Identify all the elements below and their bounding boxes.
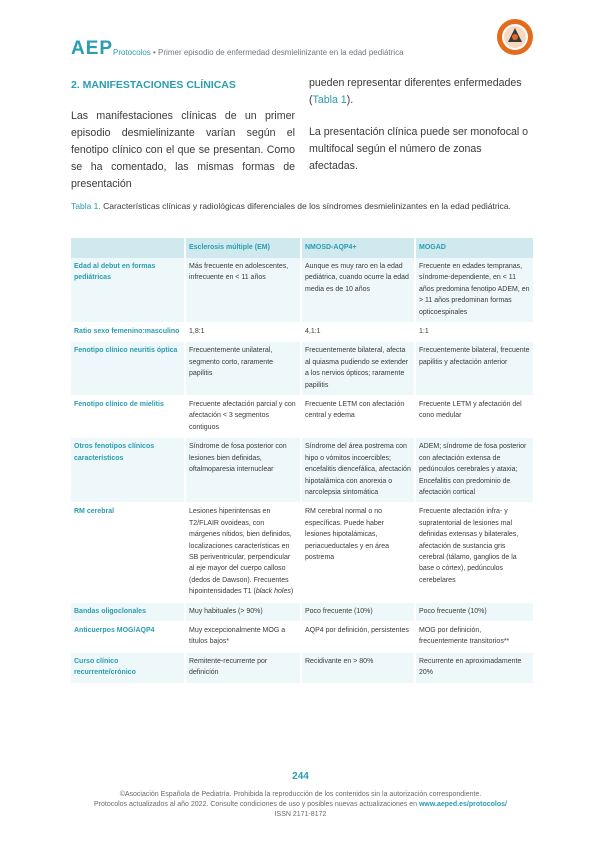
cell-em-italic: black holes xyxy=(255,588,291,596)
cell-em xyxy=(185,503,301,602)
right-column xyxy=(309,75,533,190)
update-text: Protocolos actualizados al año 2022. Consulte condiciones de uso y posibles nuevas actualizaciones en xyxy=(94,801,419,808)
table-row xyxy=(71,621,533,652)
row-feature: Otros fenotipos clínicos característicos xyxy=(71,438,185,503)
row-feature: Bandas oligoclonales xyxy=(71,602,185,621)
table-row xyxy=(71,396,533,438)
table-caption xyxy=(71,201,533,212)
page-footer xyxy=(0,771,601,820)
table-header-em: Esclerosis múltiple (EM) xyxy=(185,238,301,258)
cell-em-text: Lesiones hiperintensas en T2/FLAIR ovoideas, con márgenes nítidos, bien definidos, localizaciones características en SB periventricular, perpendicular al eje mayor del cuerpo calloso (dedos de Dawson). Frecuentes hipointensidades T1 ( xyxy=(189,508,292,596)
cell-mogad: Recurrente en aproximadamente 20% xyxy=(415,652,533,683)
issn: ISSN 2171-8172 xyxy=(274,811,327,818)
cell-em: Remitente-recurrente por definición xyxy=(185,652,301,683)
right-p1-tail: ). xyxy=(346,94,354,106)
cell-mogad: Frecuente LETM y afectación del cono medular xyxy=(415,396,533,438)
table-caption-label: Tabla 1. xyxy=(71,201,101,211)
header-title: Primer episodio de enfermedad desmielinizante en la edad pediátrica xyxy=(158,48,404,57)
cell-mogad: MOG por definición, frecuentemente transitorios** xyxy=(415,621,533,652)
left-column-paragraph: Las manifestaciones clínicas de un primer episodio desmielinizante varían según el fenotipo clínico con el que se presentan. Como se ha comentado, las mismas formas de presentación xyxy=(71,110,295,190)
section-title: 2. MANIFESTACIONES CLÍNICAS xyxy=(71,79,236,91)
copyright-line: ©Asociación Española de Pediatría. Prohibida la reproducción de los contenidos sin la autorización correspondiente. xyxy=(119,791,482,798)
row-feature: Curso clínico recurrente/crónico xyxy=(71,652,185,683)
table-row xyxy=(71,323,533,342)
cell-em: Muy habituales (> 90%) xyxy=(185,602,301,621)
protocol-seal-icon xyxy=(496,18,534,56)
table-row xyxy=(71,258,533,323)
table-header-feature xyxy=(71,238,185,258)
cell-mogad: Frecuentemente bilateral, frecuente papilitis y afectación anterior xyxy=(415,342,533,396)
cell-em: Síndrome de fosa posterior con lesiones bien definidas, oftalmoparesia internuclear xyxy=(185,438,301,503)
cell-nmosd: Recidivante en > 80% xyxy=(301,652,415,683)
cell-em: Frecuentemente unilateral, segmento corto, raramente papilitis xyxy=(185,342,301,396)
right-paragraph-2: La presentación clínica puede ser monofocal o multifocal según el número de zonas afectadas. xyxy=(309,126,529,172)
table-row xyxy=(71,602,533,621)
cell-em: Muy excepcionalmente MOG a títulos bajos* xyxy=(185,621,301,652)
row-feature: Anticuerpos MOG/AQP4 xyxy=(71,621,185,652)
row-feature: Edad al debut en formas pediátricas xyxy=(71,258,185,323)
cell-mogad: Frecuente en edades tempranas, síndrome-dependiente, en < 11 años predomina fenotipo ADEM, en > 11 años predominan formas opticoespinales xyxy=(415,258,533,323)
cell-em: Más frecuente en adolescentes, infrecuente en < 11 años xyxy=(185,258,301,323)
cell-mogad: Frecuente afectación infra- y supratentorial de lesiones mal definidas extensas y bilaterales, afectación de sustancia gris cerebral (tálamo, ganglios de la base o córtex), pedúnculos cerebelares xyxy=(415,503,533,602)
cell-nmosd: RM cerebral normal o no específicas. Puede haber lesiones hipotalámicas, periacueductales y en área postrema xyxy=(301,503,415,602)
page-number: 244 xyxy=(292,771,309,782)
cell-nmosd: Síndrome del área postrema con hipo o vómitos incoercibles; encefalitis diencefálica, afectación hipotalámica con anorexia o narcolepsia sintomática xyxy=(301,438,415,503)
row-feature: Fenotipo clínico neuritis óptica xyxy=(71,342,185,396)
row-feature: RM cerebral xyxy=(71,503,185,602)
aep-logo: AEP xyxy=(71,38,114,59)
table-header-nmosd: NMOSD-AQP4+ xyxy=(301,238,415,258)
cell-mogad: 1:1 xyxy=(415,323,533,342)
table-row xyxy=(71,342,533,396)
table-header-mogad: MOGAD xyxy=(415,238,533,258)
table-header-row xyxy=(71,238,533,258)
cell-nmosd: AQP4 por definición, persistentes xyxy=(301,621,415,652)
cell-nmosd: 4,1:1 xyxy=(301,323,415,342)
right-p1-text: pueden representar diferentes enfermedades ( xyxy=(309,77,522,106)
cell-nmosd: Poco frecuente (10%) xyxy=(301,602,415,621)
header-separator: • xyxy=(150,48,159,57)
row-feature: Ratio sexo femenino:masculino xyxy=(71,323,185,342)
table-row xyxy=(71,503,533,602)
cell-em: Frecuente afectación parcial y con afectación < 3 segmentos contiguos xyxy=(185,396,301,438)
cell-nmosd: Aunque es muy raro en la edad pediátrica, cuando ocurre la edad media es de 10 años xyxy=(301,258,415,323)
cell-nmosd: Frecuentemente bilateral, afecta al quiasma pudiendo se extender a los nervios ópticos; raramente papilitis xyxy=(301,342,415,396)
table-1-reference-link[interactable]: Tabla 1 xyxy=(312,94,347,106)
protocols-url-link[interactable]: www.aeped.es/protocolos/ xyxy=(418,801,507,808)
header-protocols: Protocolos xyxy=(113,48,151,57)
cell-em: 1,8:1 xyxy=(185,323,301,342)
table-caption-text: Características clínicas y radiológicas diferenciales de los síndromes desmielinizantes en la edad pediátrica. xyxy=(100,201,511,211)
page-header xyxy=(0,0,601,72)
cell-mogad: Poco frecuente (10%) xyxy=(415,602,533,621)
right-paragraph-1 xyxy=(309,75,533,109)
row-feature: Fenotipo clínico de mielitis xyxy=(71,396,185,438)
header-running-title xyxy=(113,48,404,57)
table-row xyxy=(71,438,533,503)
table-row xyxy=(71,652,533,683)
update-line xyxy=(0,800,601,810)
cell-nmosd: Frecuente LETM con afectación central y edema xyxy=(301,396,415,438)
cell-em-tail: ) xyxy=(290,588,294,596)
cell-mogad: ADEM; síndrome de fosa posterior con afectación extensa de pedúnculos cerebrales y ataxia; Encefalitis con predominio de afectación cortical xyxy=(415,438,533,503)
differential-table xyxy=(71,238,533,684)
